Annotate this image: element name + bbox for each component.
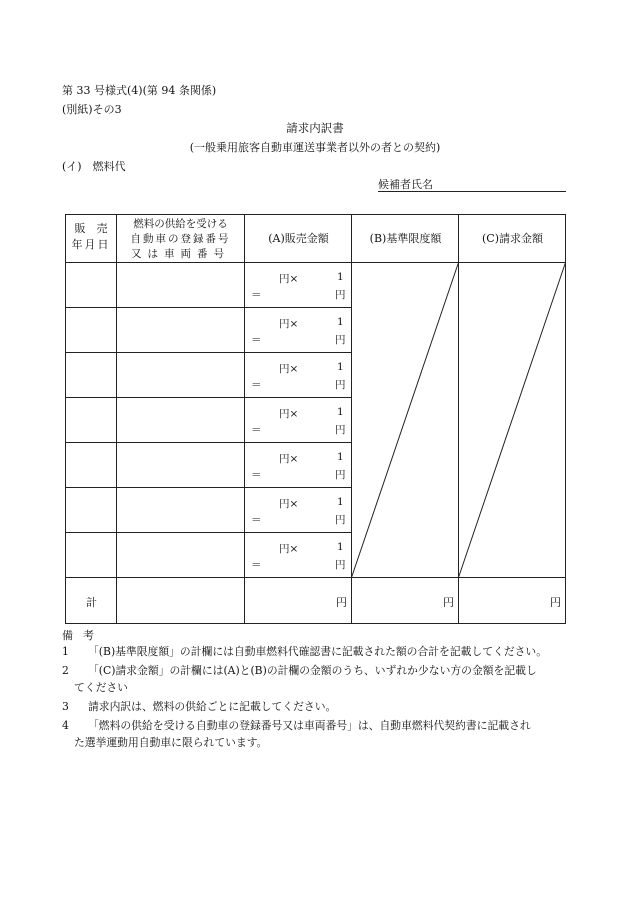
notes-title: 備考 bbox=[62, 629, 104, 642]
equals-sign: ＝ bbox=[251, 559, 262, 571]
header-vehicle-line3: 又は車両番号 bbox=[131, 248, 230, 260]
header-sales-amount: (A)販売金額 bbox=[268, 232, 329, 245]
header-vehicle-line2: 自動車の登録番号 bbox=[130, 233, 231, 245]
multiplier-one: 1 bbox=[337, 541, 344, 553]
note-item bbox=[62, 643, 582, 660]
note-text-continued: てください bbox=[74, 681, 128, 694]
note-number: 3 bbox=[62, 700, 69, 713]
yen-times-label: 円× bbox=[279, 498, 299, 510]
note-text: 「燃料の供給を受ける自動車の登録番号又は車両番号」は、自動車燃料代契約書に記載され bbox=[88, 719, 531, 732]
header-claim-amount: (C)請求金額 bbox=[482, 232, 543, 245]
form-number: 第 33 号様式(4)(第 94 条関係) bbox=[62, 84, 217, 97]
note-number: 2 bbox=[62, 664, 69, 677]
note-item bbox=[62, 698, 582, 715]
total-limit-unit: 円 bbox=[443, 596, 454, 609]
equals-sign: ＝ bbox=[251, 289, 262, 301]
total-claim-unit: 円 bbox=[550, 596, 561, 609]
multiplier-one: 1 bbox=[337, 406, 344, 418]
multiplier-one: 1 bbox=[337, 316, 344, 328]
note-text: 「(C)請求金額」の計欄には(A)と(B)の計欄の金額のうち、いずれか少ない方の金額を記載し bbox=[88, 664, 537, 677]
yen-times-label: 円× bbox=[279, 453, 299, 465]
note-text: 「(B)基準限度額」の計欄には自動車燃料代確認書に記載された額の合計を記載してください。 bbox=[88, 645, 548, 658]
attachment-label: (別紙)その3 bbox=[62, 103, 122, 116]
yen-unit: 円 bbox=[335, 514, 346, 526]
candidate-name-label: 候補者氏名 bbox=[378, 178, 433, 191]
yen-times-label: 円× bbox=[279, 363, 299, 375]
total-sales-unit: 円 bbox=[336, 596, 347, 609]
section-label: (イ) 燃料代 bbox=[62, 160, 126, 173]
page-subtitle: (一般乗用旅客自動車運送事業者以外の者との契約) bbox=[189, 141, 441, 154]
yen-times-label: 円× bbox=[279, 273, 299, 285]
multiplier-one: 1 bbox=[337, 451, 344, 463]
diagonal-b bbox=[352, 263, 459, 578]
note-number: 4 bbox=[62, 719, 69, 732]
yen-unit: 円 bbox=[335, 379, 346, 391]
note-text-continued: た選挙運動用自動車に限られています。 bbox=[74, 736, 268, 749]
page-title: 請求内訳書 bbox=[286, 121, 344, 135]
equals-sign: ＝ bbox=[251, 424, 262, 436]
header-standard-limit: (B)基準限度額 bbox=[369, 232, 442, 245]
note-number: 1 bbox=[62, 645, 69, 658]
yen-times-label: 円× bbox=[279, 318, 299, 330]
yen-times-label: 円× bbox=[279, 543, 299, 555]
yen-unit: 円 bbox=[335, 289, 346, 301]
table-border bbox=[66, 215, 566, 624]
yen-unit: 円 bbox=[335, 469, 346, 481]
header-vehicle-line1: 燃料の供給を受ける bbox=[133, 218, 228, 230]
equals-sign: ＝ bbox=[251, 379, 262, 391]
multiplier-one: 1 bbox=[337, 496, 344, 508]
header-date-line1: 販 売 bbox=[74, 222, 108, 235]
yen-unit: 円 bbox=[335, 334, 346, 346]
equals-sign: ＝ bbox=[251, 334, 262, 346]
total-label: 計 bbox=[86, 596, 97, 609]
yen-unit: 円 bbox=[335, 424, 346, 436]
note-item bbox=[62, 662, 582, 696]
note-item bbox=[62, 717, 582, 751]
yen-unit: 円 bbox=[335, 559, 346, 571]
multiplier-one: 1 bbox=[337, 361, 344, 373]
yen-times-label: 円× bbox=[279, 408, 299, 420]
equals-sign: ＝ bbox=[251, 514, 262, 526]
equals-sign: ＝ bbox=[251, 469, 262, 481]
note-text: 請求内訳は、燃料の供給ごとに記載してください。 bbox=[88, 700, 337, 713]
multiplier-one: 1 bbox=[337, 271, 344, 283]
diagonal-c bbox=[459, 263, 566, 578]
header-date-line2: 年月日 bbox=[71, 238, 111, 251]
